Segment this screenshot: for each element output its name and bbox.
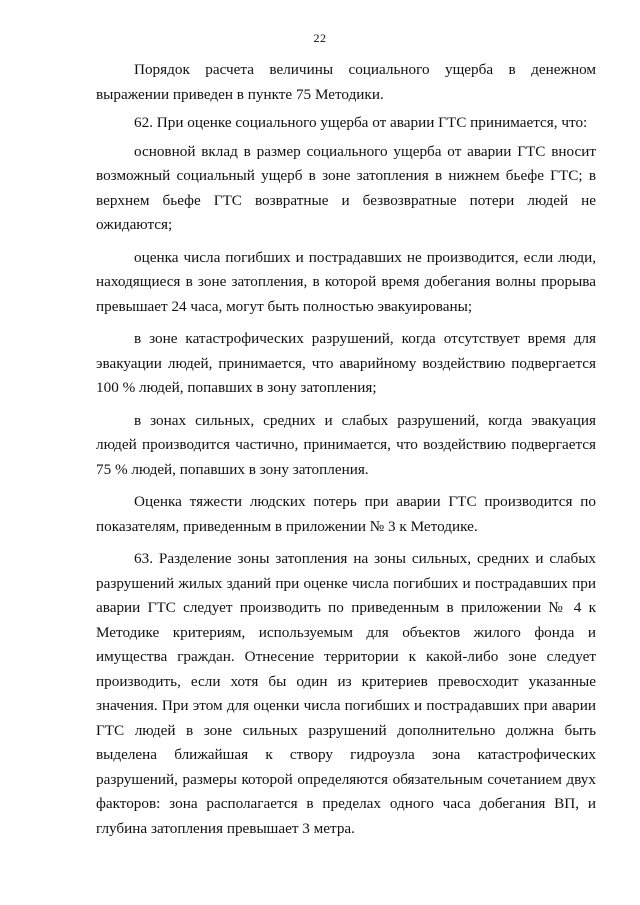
- paragraph-catastrophic-zone: в зоне катастрофических разрушений, когда отсутствует время для эвакуации людей, принимается, что аварийному воздействию подвергается 100 % людей, попавших в зону затопления;: [96, 330, 596, 396]
- paragraph-partial-evacuation: в зонах сильных, средних и слабых разрушений, когда эвакуация людей производится частично, принимается, что воздействию подвергается 75 % людей, попавших в зону затопления.: [96, 411, 596, 478]
- paragraph-main-contribution: основной вклад в размер социального ущерба от аварии ГТС вносит возможный социальный ущерб в зоне затопления в нижнем бьефе ГТС; в верхнем бьефе ГТС возвратные и безвозвратные потери людей не ожидаются;: [96, 142, 596, 233]
- paragraph-62-intro: 62. При оценке социального ущерба от аварии ГТС принимается, что:: [134, 114, 588, 131]
- paragraph-damage-calculation: Порядок расчета величины социального ущерба в денежном выражении приведен в пункте 75 Методики.: [96, 61, 596, 103]
- paragraph-63-zone-division: 63. Разделение зоны затопления на зоны сильных, средних и слабых разрушений жилых зданий при оценке числа погибших и пострадавших при аварии ГТС следует производить по приведенным в приложении № 4 к Методике критериям, используемым для объектов жилого фонда и имущества граждан. Отнесение территории к какой-либо зоне следует производить, если хотя бы один из критериев превосходит указанные значения. При этом для оценки числа погибших и пострадавших при аварии ГТС людей в зоне сильных разрушений дополнительно должна быть выделена ближайшая к створу гидроузла зона катастрофических разрушений, размеры которой определяются обязательным сочетанием двух факторов: зона располагается в пределах одного часа добегания ВП, и глубина затопления превышает 3 метра.: [96, 550, 596, 837]
- paragraph-evacuation-assessment: оценка числа погибших и пострадавших не производится, если люди, находящиеся в зоне затопления, в которой время добегания волны прорыва превышает 24 часа, могут быть полностью эвакуированы;: [96, 248, 596, 315]
- document-body: [96, 58, 596, 841]
- page-number: 22: [313, 31, 327, 45]
- paragraph-severity-assessment: Оценка тяжести людских потерь при аварии ГТС производится по показателям, приведенным в приложении № 3 к Методике.: [96, 493, 596, 535]
